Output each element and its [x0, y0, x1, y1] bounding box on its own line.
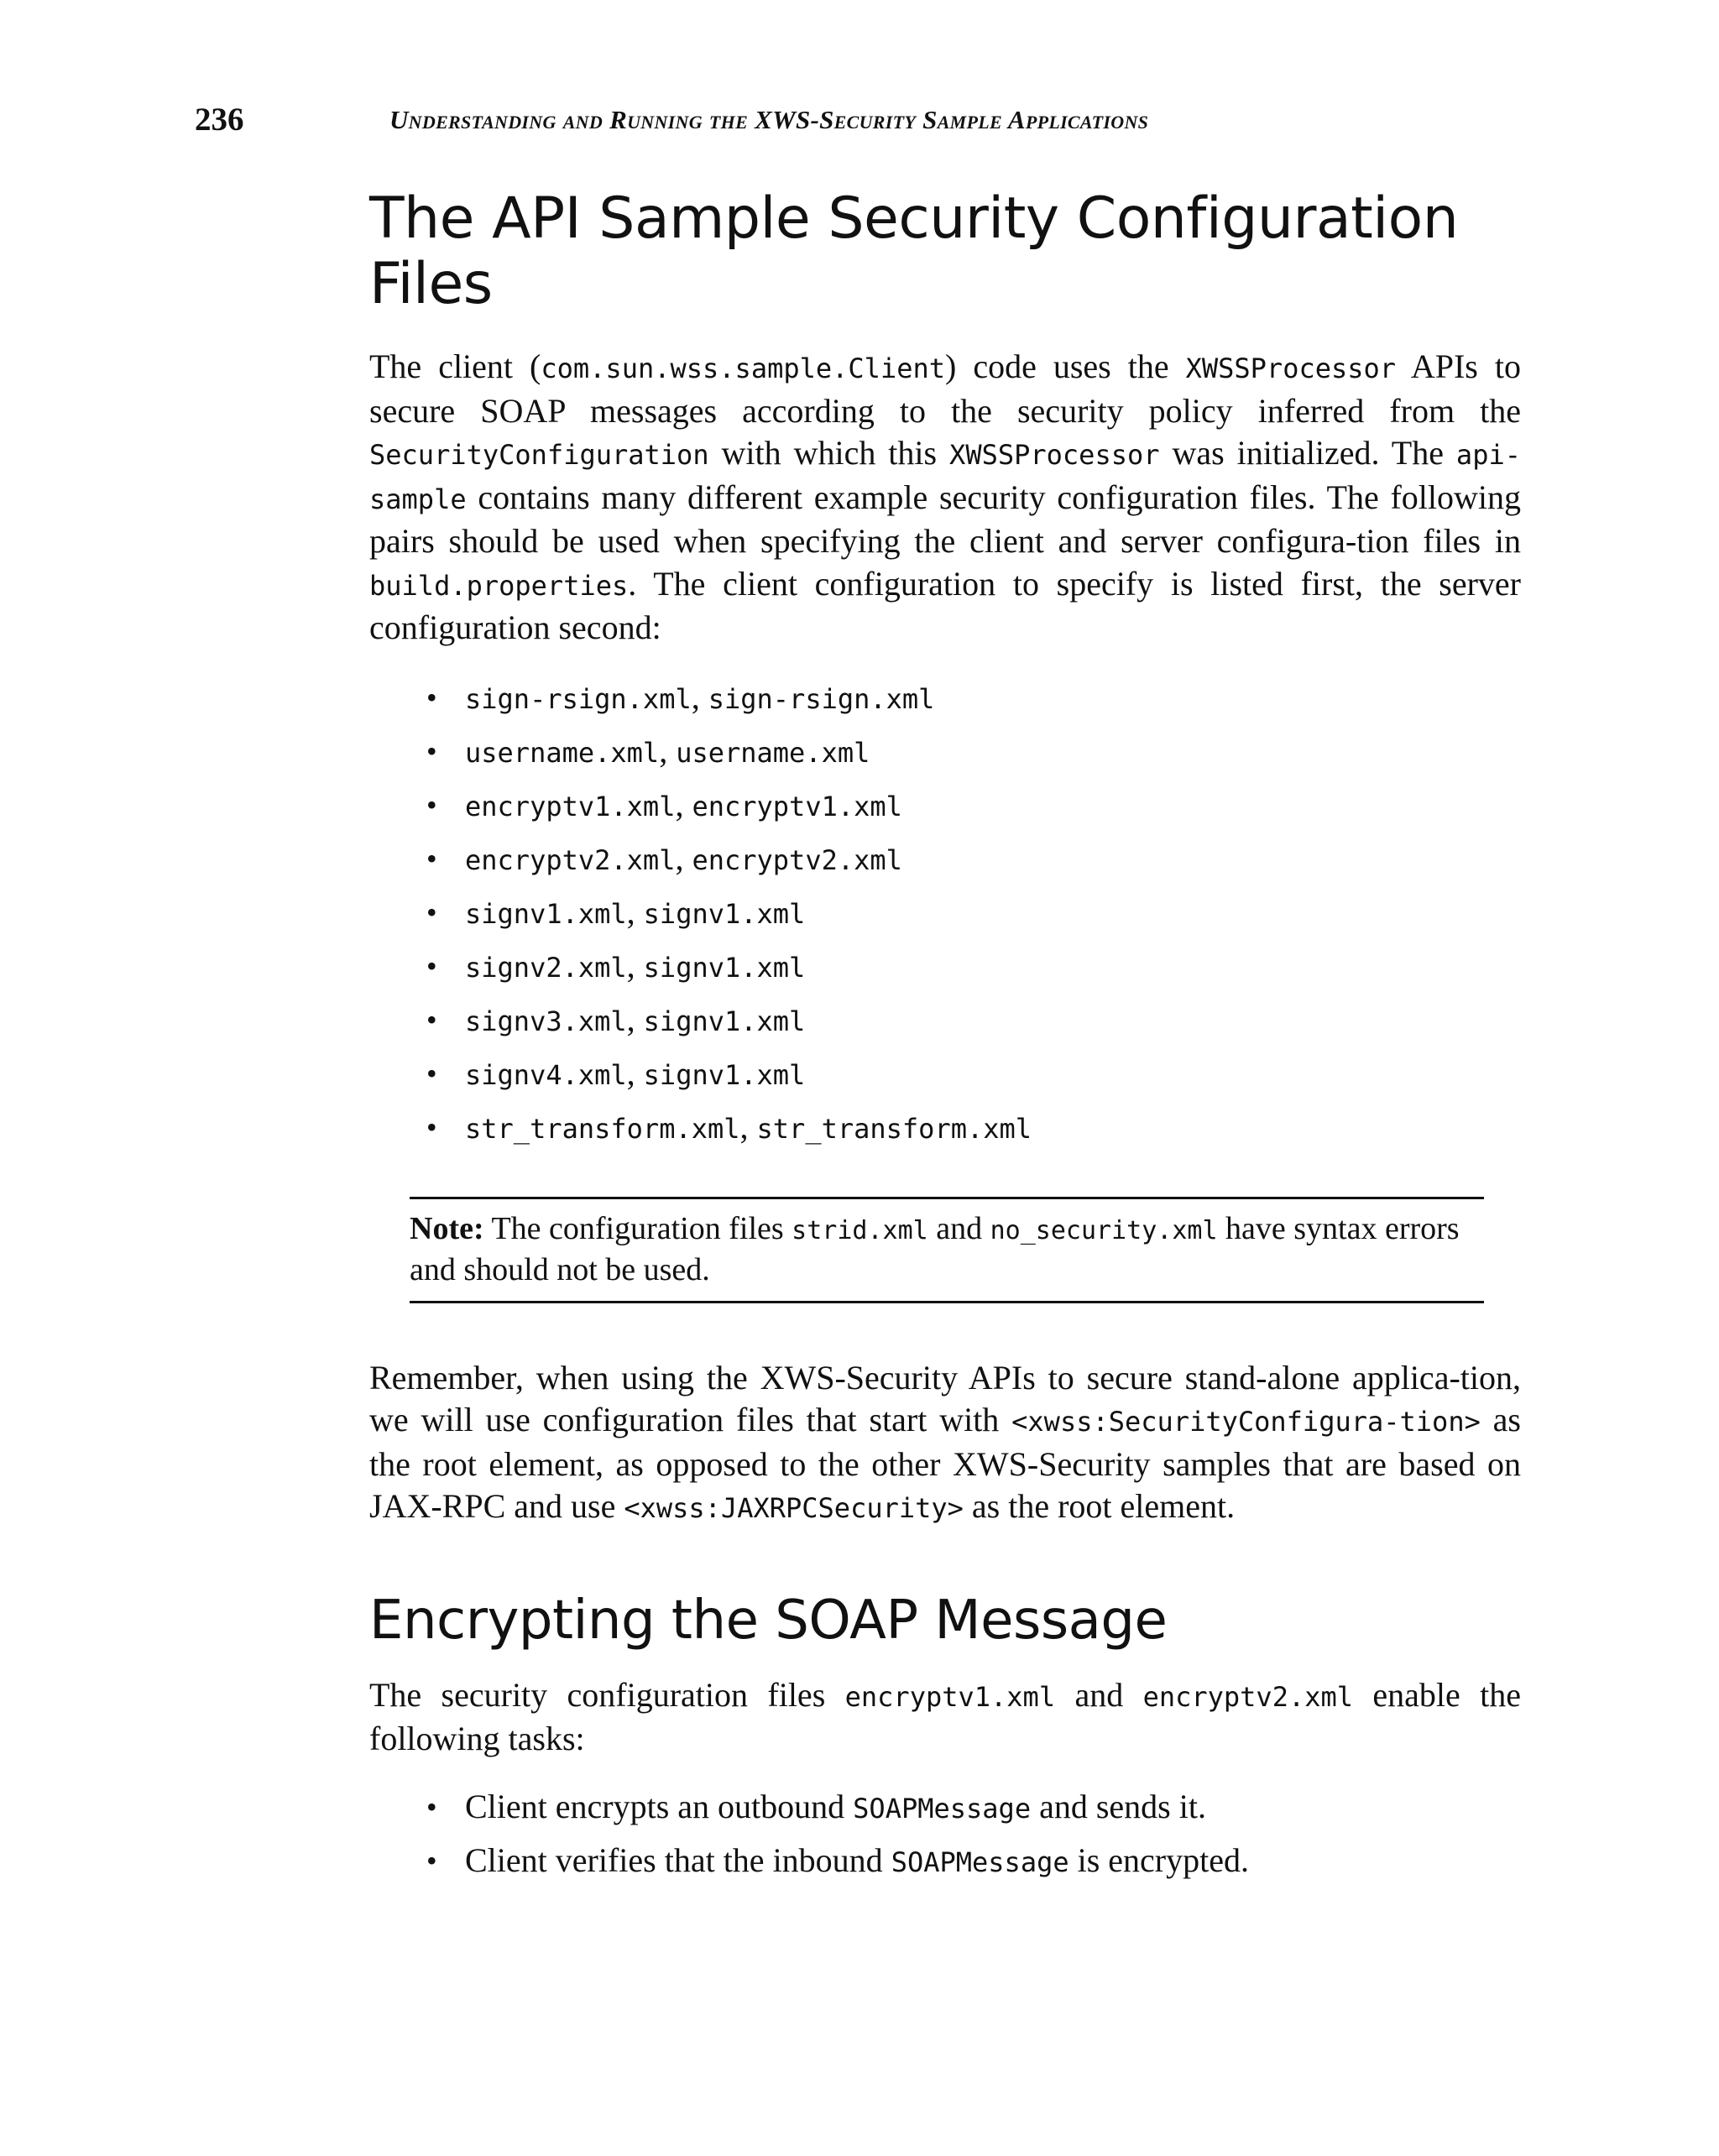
security-configuration-element-code: <xwss:SecurityConfigura-tion> — [1011, 1406, 1481, 1438]
client-config-filename: signv1.xml — [465, 897, 627, 930]
paragraph-text: The security configuration files — [369, 1675, 845, 1714]
pair-separator: , — [626, 946, 644, 984]
client-config-filename: username.xml — [465, 736, 660, 769]
list-item — [369, 833, 1521, 886]
config-file-list — [369, 671, 1521, 1155]
processor-class-code: XWSSProcessor — [949, 439, 1160, 471]
bullet-icon: • — [426, 680, 437, 714]
task-text: Client encrypts an outbound — [465, 1787, 854, 1825]
client-config-filename: signv3.xml — [465, 1005, 627, 1037]
paragraph-text: and — [1055, 1675, 1143, 1714]
pair-separator: , — [626, 892, 644, 931]
list-item — [369, 671, 1521, 725]
intro-paragraph — [369, 346, 1521, 650]
bullet-icon: • — [426, 787, 437, 822]
pair-separator: , — [691, 677, 708, 716]
note-body: and — [927, 1210, 990, 1246]
intro-text: ) code uses the — [945, 347, 1186, 385]
note-label: Note: — [410, 1210, 484, 1246]
client-class-code: com.sun.wss.sample.Client — [541, 352, 945, 384]
pair-separator: , — [675, 838, 692, 877]
list-item — [369, 1835, 1521, 1888]
bullet-icon: • — [426, 1002, 437, 1036]
intro-text: The client ( — [369, 347, 541, 385]
pair-separator: , — [675, 785, 692, 823]
list-item — [369, 1101, 1521, 1155]
running-head-title: Understanding and Running the XWS-Security Sample Applications — [389, 105, 1149, 134]
pair-separator: , — [659, 731, 677, 770]
bullet-icon: • — [426, 948, 437, 983]
note-text — [410, 1209, 1484, 1289]
intro-text: APIs to secure SOAP messages according to the security policy inferred from the — [369, 347, 1521, 430]
paragraph-text: as the root element, as opposed to the other XWS-Security samples that are based on JAX-RPC and use — [369, 1401, 1521, 1525]
task-list — [369, 1781, 1521, 1888]
list-item — [369, 725, 1521, 779]
bullet-icon: • — [426, 841, 437, 875]
task-text: is encrypted. — [1068, 1840, 1249, 1879]
server-config-filename: encryptv1.xml — [692, 790, 902, 822]
bullet-icon: • — [426, 1789, 437, 1824]
server-config-filename: signv1.xml — [643, 1005, 806, 1037]
server-config-filename: signv1.xml — [643, 951, 806, 984]
client-config-filename: encryptv1.xml — [465, 790, 676, 822]
intro-text: . The client configuration to specify is listed first, the server configuration second: — [369, 564, 1521, 646]
section-title: Encrypting the SOAP Message — [369, 1589, 1168, 1652]
server-config-filename: signv1.xml — [643, 1058, 806, 1091]
note-body: have syntax errors and should not be used. — [410, 1210, 1460, 1287]
paragraph-text: as the root element. — [963, 1487, 1236, 1525]
bullet-icon: • — [426, 733, 437, 768]
pair-separator: , — [739, 1107, 757, 1146]
list-item — [369, 886, 1521, 940]
server-config-filename: sign-rsign.xml — [708, 682, 935, 715]
soap-message-code: SOAPMessage — [853, 1792, 1032, 1825]
server-config-filename: encryptv2.xml — [692, 843, 902, 876]
pair-separator: , — [626, 1000, 644, 1038]
client-config-filename: signv4.xml — [465, 1058, 627, 1091]
note-box — [410, 1197, 1484, 1303]
config-filename-code: encryptv2.xml — [1142, 1680, 1354, 1713]
client-config-filename: str_transform.xml — [465, 1112, 740, 1145]
list-item — [369, 1781, 1521, 1835]
paragraph-text: enable the following tasks: — [369, 1675, 1521, 1757]
intro-text: was initialized. The — [1159, 434, 1456, 472]
server-config-filename: username.xml — [676, 736, 870, 769]
security-configuration-code: SecurityConfiguration — [369, 439, 709, 471]
encrypt-paragraph — [369, 1674, 1521, 1761]
task-text: and sends it. — [1031, 1787, 1206, 1825]
list-item — [369, 779, 1521, 833]
client-config-filename: signv2.xml — [465, 951, 627, 984]
server-config-filename: signv1.xml — [643, 897, 806, 930]
list-item — [369, 994, 1521, 1047]
section-title: The API Sample Security Configuration Files — [369, 185, 1459, 317]
list-item — [369, 1047, 1521, 1101]
server-config-filename: str_transform.xml — [756, 1112, 1032, 1145]
build-properties-code: build.properties — [369, 569, 629, 602]
note-filename-code: no_security.xml — [990, 1215, 1218, 1245]
running-head — [195, 99, 1521, 141]
bullet-icon: • — [426, 895, 437, 929]
paragraph-text: Remember, when using the XWS-Security APIs to secure stand-alone applica-tion, we will use configuration files that start with — [369, 1358, 1521, 1438]
config-filename-code: encryptv1.xml — [844, 1680, 1056, 1713]
note-filename-code: strid.xml — [792, 1215, 928, 1245]
api-sample-code: api-sample — [369, 439, 1521, 515]
jaxrpc-security-element-code: <xwss:JAXRPCSecurity> — [624, 1492, 964, 1524]
intro-text: with which this — [708, 434, 950, 472]
bullet-icon: • — [426, 1056, 437, 1090]
client-config-filename: encryptv2.xml — [465, 843, 676, 876]
root-element-paragraph — [369, 1357, 1521, 1530]
bullet-icon: • — [426, 1843, 437, 1877]
pair-separator: , — [626, 1053, 644, 1092]
client-config-filename: sign-rsign.xml — [465, 682, 692, 715]
page-content — [369, 185, 1521, 1888]
processor-class-code: XWSSProcessor — [1185, 352, 1397, 384]
list-item — [369, 940, 1521, 994]
bullet-icon: • — [426, 1109, 437, 1144]
intro-text: contains many different example security configuration files. The following pairs should be used when specifying the client and server configura-tion files in — [369, 478, 1521, 560]
task-text: Client verifies that the inbound — [465, 1840, 891, 1879]
page-number: 236 — [195, 102, 244, 138]
note-body: The configuration files — [483, 1210, 792, 1246]
soap-message-code: SOAPMessage — [891, 1845, 1069, 1878]
